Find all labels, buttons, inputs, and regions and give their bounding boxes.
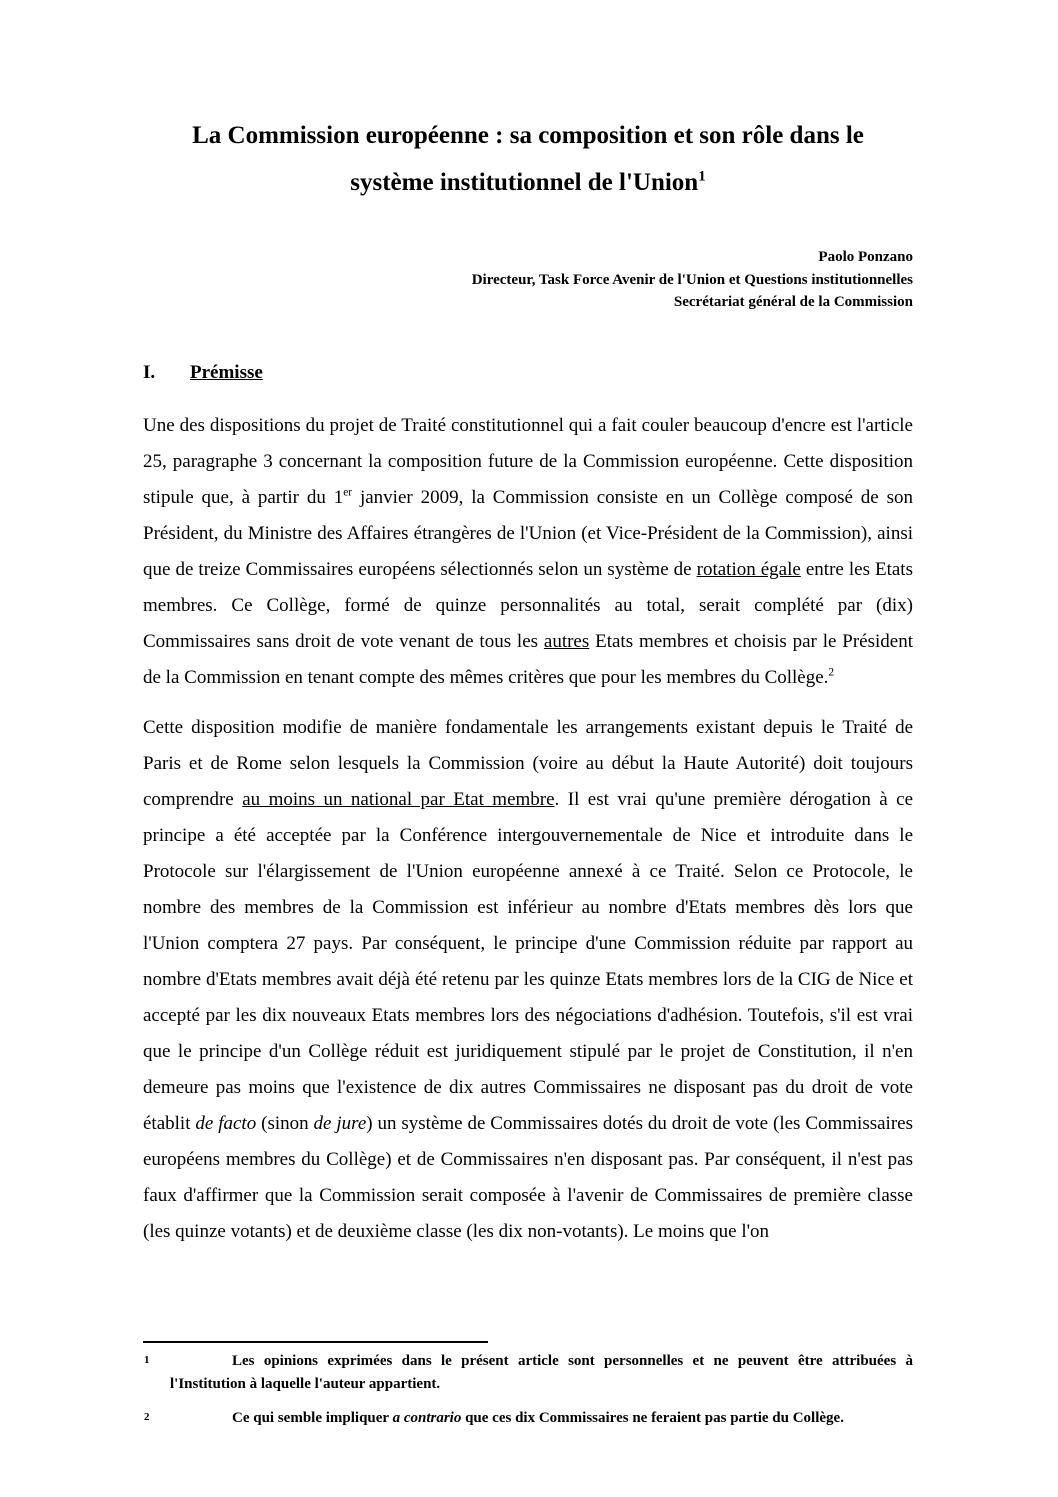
footnote-2-text: Ce qui semble impliquer a contrario que ces dix Commissaires ne feraient pas partie du Collège. xyxy=(232,1410,844,1426)
document-title-line1: La Commission européenne : sa composition et son rôle dans le xyxy=(192,122,864,149)
author-org: Secrétariat général de la Commission xyxy=(673,294,913,310)
footnote-1-number: 1 xyxy=(144,1354,150,1366)
paragraph-2: Cette disposition modifie de manière fondamentale les arrangements existant depuis le Traité de Paris et de Rome selon lesquels la Commission (voire au début la Haute Autorité) doit toujours comprendre au moins un national par Etat membre. Il est vrai qu'une première dérogation à ce principe a été acceptée par la Conférence intergouvernementale de Nice et introduite dans le Protocole sur l'élargissement de l'Union européenne annexé à ce Traité. Selon ce Protocole, le nombre des membres de la Commission est inférieur au nombre d'Etats membres dès lors que l'Union comptera 27 pays. Par conséquent, le principe d'une Commission réduite par rapport au nombre d'Etats membres avait déjà été retenu par les quinze Etats membres lors de la CIG de Nice et accepté par les dix nouveaux Etats membres lors des négociations d'adhésion. Toutefois, s'il est vrai que le principe d'un Collège réduit est juridiquement stipulé par le projet de Constitution, il n'en demeure pas moins que l'existence de dix autres Commissaires ne disposant pas du droit de vote établit de facto (sinon de jure) un système de Commissaires dotés du droit de vote (les Commissaires européens membres du Collège) et de Commissaires n'en disposant pas. Par conséquent, il n'est pas faux d'affirmer que la Commission serait composée à l'avenir de Commissaires de première classe (les quinze votants) et de deuxième classe (les dix non-votants). Le moins que l'on xyxy=(143,716,914,1242)
section-number: I. xyxy=(143,361,156,383)
footnote-1-text: Les opinions exprimées dans le présent article sont personnelles et ne peuvent être attribuées à l'Institution à laquelle l'auteur appartient. xyxy=(170,1353,913,1392)
author-name: Paolo Ponzano xyxy=(818,249,913,265)
document-title xyxy=(143,112,913,206)
footnote-1 xyxy=(143,1350,913,1396)
author-role: Directeur, Task Force Avenir de l'Union et Questions institutionnelles xyxy=(471,271,913,288)
footnote-2 xyxy=(143,1407,913,1430)
section-title: Prémisse xyxy=(190,361,263,383)
document-title-line2: système institutionnel de l'Union$^1$ xyxy=(350,168,706,196)
footnote-2-number: 2 xyxy=(144,1411,150,1423)
footnotes-section xyxy=(143,1341,913,1430)
paragraph-1: Une des dispositions du projet de Traité constitutionnel qui a fait couler beaucoup d'encre est l'article 25, paragraphe 3 concernant la composition future de la Commission européenne. Cette disposition stipule que, à partir du 1er janvier 2009, la Commission consiste en un Collège composé de son Président, du Ministre des Affaires étrangères de l'Union (et Vice-Président de la Commission), ainsi que de treize Commissaires européens sélectionnés selon un système de rotation égale entre les Etats membres. Ce Collège, formé de quinze personnalités au total, serait complété par (dix) Commissaires sans droit de vote venant de tous les autres Etats membres et choisis par le Président de la Commission en tenant compte des mêmes critères que pour les membres du Collège.$^2$ xyxy=(143,414,913,688)
document-content xyxy=(143,0,913,1250)
section-heading xyxy=(143,362,913,384)
author-block xyxy=(143,246,913,314)
footnote-separator xyxy=(143,1341,488,1343)
